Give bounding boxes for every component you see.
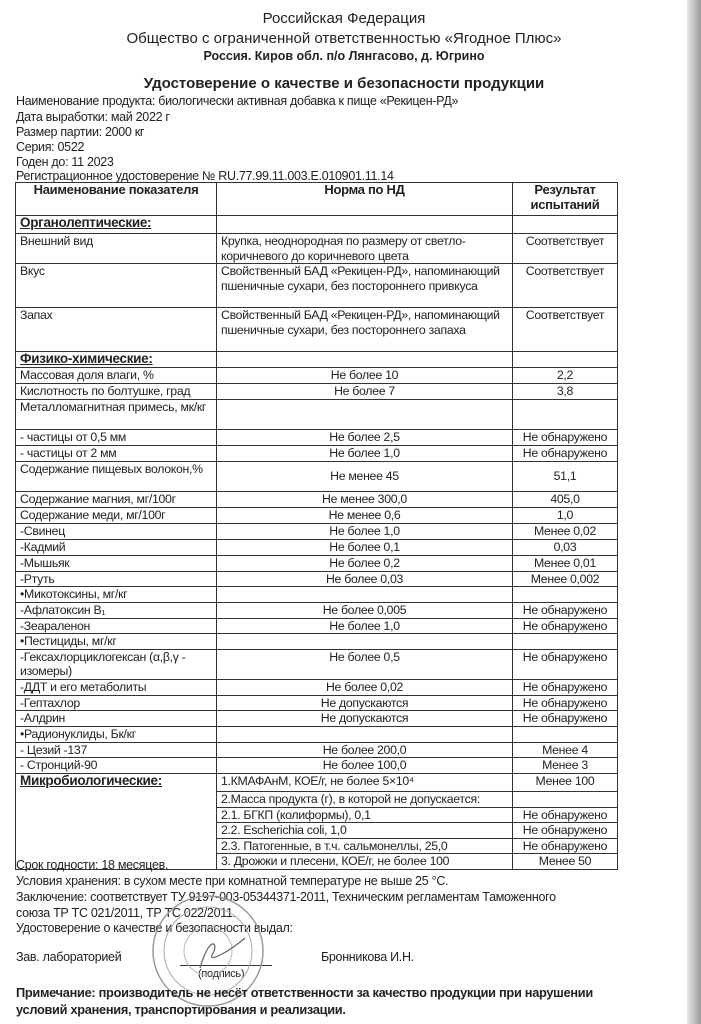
norm-cell: Не более 0,03 (217, 571, 513, 587)
norm-cell: Не более 0,5 (217, 649, 513, 679)
expiry: Годен до: 11 2023 (16, 155, 114, 169)
result-cell (513, 634, 618, 650)
indicator-cell: -Алдрин (16, 711, 217, 727)
norm-cell: Свойственный БАД «Рекицен-РД», напоминающий пшеничные сухари, без постороннего привкуса (217, 264, 513, 308)
indicator-cell: Запах (16, 308, 217, 352)
norm-cell: Свойственный БАД «Рекицен-РД», напоминающий пшеничные сухари, без постороннего запаха (217, 308, 513, 352)
company-name: Общество с ограниченной ответственностью «Ягодное Плюс» (126, 30, 562, 47)
section-row (16, 216, 618, 234)
company-address: Россия. Киров обл. п/о Лянгасово, д. Югрино (203, 49, 485, 63)
indicator-cell: -Зеараленон (16, 618, 217, 634)
result-cell: Соответствует (513, 264, 618, 308)
norm-cell: Не более 1,0 (217, 618, 513, 634)
norm-cell (217, 587, 513, 603)
table-header-row (16, 183, 618, 216)
table-row (16, 492, 618, 508)
indicator-cell: - частицы от 2 мм (16, 446, 217, 462)
result-cell: 3,8 (513, 384, 618, 400)
indicator-cell: Внешний вид (16, 234, 217, 264)
norm-cell: Не допускаются (217, 711, 513, 727)
indicator-cell: - частицы от 0,5 мм (16, 430, 217, 446)
indicator-cell: Металломагнитная примесь, мк/кг (16, 400, 217, 430)
result-cell (513, 792, 618, 808)
norm-cell: Не более 10 (217, 368, 513, 384)
norm-cell: 3. Дрожжи и плесени, КОЕ/г, не более 100 (217, 854, 513, 870)
table-row (16, 695, 618, 711)
norm-cell: Не менее 45 (217, 462, 513, 492)
result-cell: Менее 0,02 (513, 523, 618, 539)
storage-conditions: Условия хранения: в сухом месте при комнатной температуре не выше 25 °С. (16, 874, 449, 888)
section-row (16, 352, 618, 368)
batch-size: Размер партии: 2000 кг (16, 125, 145, 139)
indicator-cell: -Гексахлорциклогексан (α,β,γ - изомеры) (16, 649, 217, 679)
issued-by: Удостоверение о качестве и безопасности выдал: (16, 921, 293, 935)
table-row (16, 679, 618, 695)
result-cell (513, 587, 618, 603)
result-cell: 2,2 (513, 368, 618, 384)
norm-cell (217, 634, 513, 650)
empty-cell (513, 352, 618, 368)
result-cell: Не обнаружено (513, 446, 618, 462)
norm-cell: Не более 0,02 (217, 679, 513, 695)
result-cell (513, 727, 618, 743)
col-header-norm: Норма по НД (217, 183, 513, 216)
note: Примечание: производитель не несёт ответственности за качество продукции при нарушении (16, 985, 593, 1000)
indicator-cell: Вкус (16, 264, 217, 308)
result-cell: Не обнаружено (513, 838, 618, 854)
norm-cell: Не менее 0,6 (217, 508, 513, 524)
table-row (16, 742, 618, 758)
position: Зав. лабораторией (16, 950, 122, 964)
indicator-cell: -Мышьяк (16, 555, 217, 571)
signer-name: Бронникова И.Н. (321, 950, 414, 964)
norm-cell: Не более 7 (217, 384, 513, 400)
table-row (16, 539, 618, 555)
table-row (16, 555, 618, 571)
norm-cell (217, 727, 513, 743)
note-cont: условий хранения, транспортирования и реализации. (16, 1002, 346, 1017)
section-title: Микробиологические: (16, 774, 217, 870)
shelf-life: Срок годности: 18 месяцев. (16, 858, 169, 872)
result-cell: Не обнаружено (513, 823, 618, 839)
result-cell: Менее 3 (513, 758, 618, 774)
norm-cell: 2.1. БГКП (колиформы), 0,1 (217, 807, 513, 823)
production-date: Дата выработки: май 2022 г (16, 110, 170, 124)
result-cell: 1,0 (513, 508, 618, 524)
indicator-cell: •Пестициды, мг/кг (16, 634, 217, 650)
table-row (16, 308, 618, 352)
table-row (16, 400, 618, 430)
table-row (16, 384, 618, 400)
table-row (16, 618, 618, 634)
conclusion-cont: союза ТР ТС 021/2011, ТР ТС 022/2011. (16, 906, 236, 920)
result-cell: Не обнаружено (513, 695, 618, 711)
table-row (16, 587, 618, 603)
indicator-cell: •Радионуклиды, Бк/кг (16, 727, 217, 743)
table-row (16, 446, 618, 462)
norm-cell: Не более 1,0 (217, 523, 513, 539)
table-row (16, 571, 618, 587)
result-cell: Не обнаружено (513, 430, 618, 446)
table-row (16, 634, 618, 650)
norm-cell: Не более 2,5 (217, 430, 513, 446)
result-cell: Соответствует (513, 234, 618, 264)
norm-cell: Не более 1,0 (217, 446, 513, 462)
result-cell: Менее 100 (513, 774, 618, 792)
table-row (16, 523, 618, 539)
col-header-result: Результат испытаний (513, 183, 618, 216)
table-row (16, 430, 618, 446)
empty-cell (217, 352, 513, 368)
result-cell (513, 400, 618, 430)
result-cell: 0,03 (513, 539, 618, 555)
indicator-cell: -Гептахлор (16, 695, 217, 711)
norm-cell: Не менее 300,0 (217, 492, 513, 508)
norm-cell: 2.Масса продукта (г), в которой не допускается: (217, 792, 513, 808)
result-cell: Менее 0,002 (513, 571, 618, 587)
indicator-cell: -Кадмий (16, 539, 217, 555)
indicator-cell: - Цезий -137 (16, 742, 217, 758)
norm-cell: Не более 0,005 (217, 602, 513, 618)
table-row (16, 508, 618, 524)
table-row (16, 234, 618, 264)
empty-cell (513, 216, 618, 234)
result-cell: Соответствует (513, 308, 618, 352)
result-cell: Не обнаружено (513, 649, 618, 679)
indicator-cell: •Микотоксины, мг/кг (16, 587, 217, 603)
result-cell: Менее 0,01 (513, 555, 618, 571)
indicator-cell: - Стронций-90 (16, 758, 217, 774)
indicator-cell: -Ртуть (16, 571, 217, 587)
indicator-cell: Содержание меди, мг/100г (16, 508, 217, 524)
col-header-indicator: Наименование показателя (16, 183, 217, 216)
table-row (16, 711, 618, 727)
indicator-cell: -Свинец (16, 523, 217, 539)
norm-cell: Не допускаются (217, 695, 513, 711)
result-cell: Менее 4 (513, 742, 618, 758)
indicator-cell: Массовая доля влаги, % (16, 368, 217, 384)
section-title: Физико-химические: (16, 352, 217, 368)
result-cell: Не обнаружено (513, 711, 618, 727)
norm-cell (217, 400, 513, 430)
norm-cell: Не более 0,2 (217, 555, 513, 571)
table-row (16, 774, 618, 792)
scan-edge (687, 0, 701, 1024)
norm-cell: Не более 200,0 (217, 742, 513, 758)
result-cell: Не обнаружено (513, 807, 618, 823)
table-row (16, 649, 618, 679)
result-cell: Не обнаружено (513, 602, 618, 618)
product-name: Наименование продукта: биологически активная добавка к пище «Рекицен-РД» (16, 94, 459, 108)
result-cell: Не обнаружено (513, 679, 618, 695)
indicator-cell: Содержание пищевых волокон,% (16, 462, 217, 492)
indicator-cell: -ДДТ и его метаболиты (16, 679, 217, 695)
document-title: Удостоверение о качестве и безопасности продукции (143, 75, 545, 92)
result-cell: 405,0 (513, 492, 618, 508)
table-row (16, 264, 618, 308)
table-row (16, 462, 618, 492)
series: Серия: 0522 (16, 140, 85, 154)
table-row (16, 602, 618, 618)
signature-mark (200, 938, 245, 968)
norm-cell: 2.3. Патогенные, в т.ч. сальмонеллы, 25,0 (217, 838, 513, 854)
indicator-cell: Кислотность по болтушке, град (16, 384, 217, 400)
empty-cell (217, 216, 513, 234)
table-row (16, 758, 618, 774)
result-cell: 51,1 (513, 462, 618, 492)
norm-cell: 1.КМАФАнМ, КОЕ/г, не более 5×10⁴ (217, 774, 513, 792)
indicator-cell: Содержание магния, мг/100г (16, 492, 217, 508)
result-cell: Не обнаружено (513, 618, 618, 634)
indicator-cell: -Афлатоксин B₁ (16, 602, 217, 618)
section-title: Органолептические: (16, 216, 217, 234)
signature-label: (подпись) (198, 968, 245, 980)
table-row (16, 727, 618, 743)
norm-cell: Крупка, неоднородная по размеру от светло-коричневого до коричневого цвета (217, 234, 513, 264)
norm-cell: Не более 100,0 (217, 758, 513, 774)
result-cell: Менее 50 (513, 854, 618, 870)
country: Российская Федерация (262, 10, 426, 27)
registration: Регистрационное удостоверение № RU.77.99.11.003.E.010901.11.14 (16, 169, 394, 183)
conclusion: Заключение: соответствует ТУ 9197-003-05344371-2011, Техническим регламентам Таможенного (16, 890, 556, 904)
quality-table (15, 182, 618, 870)
table-row (16, 368, 618, 384)
norm-cell: Не более 0,1 (217, 539, 513, 555)
norm-cell: 2.2. Escherichia coli, 1,0 (217, 823, 513, 839)
